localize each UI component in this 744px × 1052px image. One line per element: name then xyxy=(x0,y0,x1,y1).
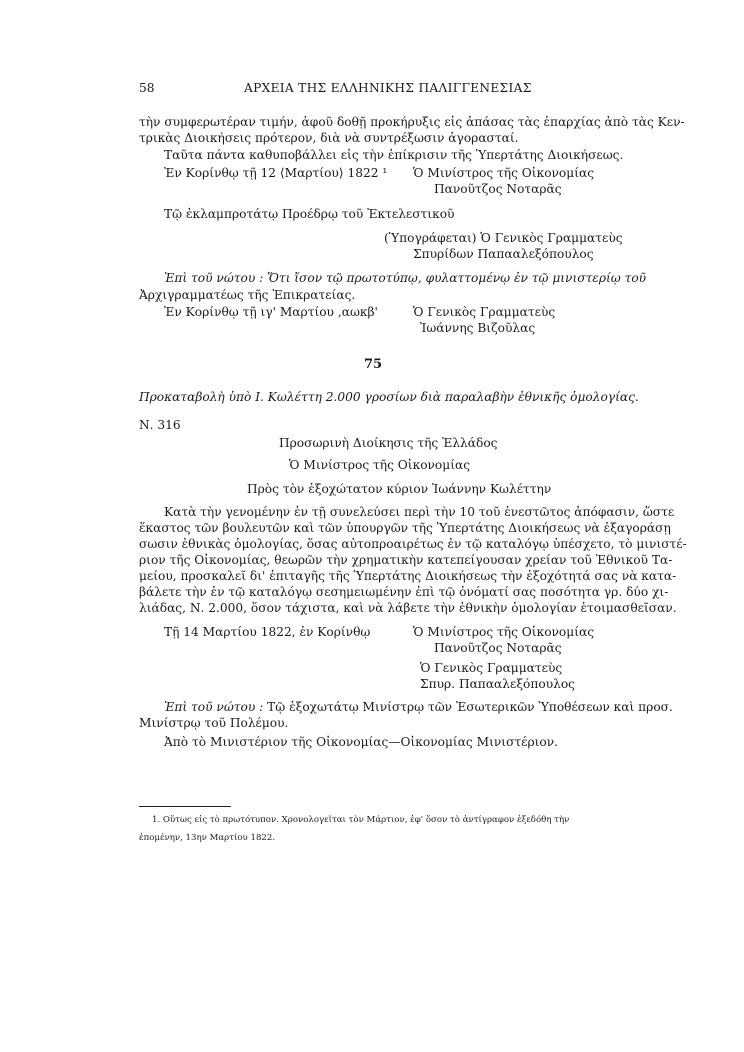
prev-verso-date: Ἐν Κορίνθῳ τῇ ιγ' Μαρτίου ,αωκβ' xyxy=(164,305,378,319)
verso-text: Τῷ ἐξοχωτάτῳ Μινίστρῳ τῶν Ἐσωτερικῶν Ὑποθέσεων καὶ προσ. xyxy=(267,700,673,714)
document-title: Προκαταβολὴ ὑπὸ Ι. Κωλέττη 2.000 γροσίων διὰ παραλαβὴν ἐθνικῆς ὁμολογίας. xyxy=(139,390,639,404)
body-line: ριον τῆς Οἰκονομίας, θεωρῶν τὴν χρηματικὴν κατεπείγουσαν χρείαν τοῦ Ἐθνικοῦ Τα- xyxy=(139,553,673,567)
body-line: Κατὰ τὴν γενομένην ἐν τῇ συνελεύσει περὶ τὴν 10 τοῦ ἐνεστῶτος ἀπόφασιν, ὥστε xyxy=(164,505,675,519)
prev-submission: Ταῦτα πάντα καθυποβάλλει εἰς τὴν ἐπίκρισιν τῆς Ὑπερτάτης Διοικήσεως. xyxy=(164,148,624,162)
prev-verso-label: Ἐπὶ τοῦ νώτου : xyxy=(164,271,264,285)
prev-countersign-title: (Ὑπογράφεται) Ὁ Γενικὸς Γραμματεὺς xyxy=(384,231,623,245)
signer-name: Πανοῦτζος Νοταρᾶς xyxy=(434,641,562,655)
running-title: ΑΡΧΕΙΑ ΤΗΣ ΕΛΛΗΝΙΚΗΣ ΠΑΛΙΓΓΕΝΕΣΙΑΣ xyxy=(244,81,532,95)
prev-verso xyxy=(164,270,646,286)
page-number: 58 xyxy=(139,81,155,95)
from-line: Ἀπὸ τὸ Μινιστέριον τῆς Οἰκονομίας—Οἰκονομίας Μινιστέριον. xyxy=(164,735,559,749)
prev-body-line: τὴν συμφερωτέραν τιμήν, ἀφοῦ δοθῇ προκήρυξις εἰς ἁπάσας τὰς ἐπαρχίας ἀπὸ τὰς Κεν- xyxy=(139,115,685,129)
heading-addressee: Πρὸς τὸν ἐξοχώτατον κύριον Ἰωάννην Κωλέττην xyxy=(247,482,552,496)
prev-body-line: τρικὰς Διοικήσεις πρότερον, διὰ νὰ συντρέξωσιν ἀγορασταί. xyxy=(139,131,519,145)
prev-signer-title: Ὁ Μινίστρος τῆς Οἰκονομίας xyxy=(413,166,595,180)
secretary-name: Σπυρ. Παπααλεξόπουλος xyxy=(420,677,576,691)
footnote-line: ἐπομένην, 13ην Μαρτίου 1822. xyxy=(139,833,276,843)
verso-label: Ἐπὶ τοῦ νώτου : xyxy=(164,700,264,714)
body-line: βάλετε τὴν ἐν τῷ καταλόγῳ σεσημειωμένην ἐπὶ τῷ ὀνόματί σας ποσότητα γρ. δύο χι- xyxy=(139,585,669,599)
body-line: μείου, προσκαλεῖ δι' ἐπιταγῆς τῆς Ὑπερτάτης Διοικήσεως τὴν ἐξοχότητά σας νὰ κατα- xyxy=(139,569,677,583)
body-line: ἕκαστος τῶν βουλευτῶν καὶ τῶν ὑπουργῶν τῆς Ὑπερτάτης Διοικήσεως νὰ ἐξαγοράσῃ xyxy=(139,521,671,535)
document-ref: Ν. 316 xyxy=(139,418,181,432)
date-place: Τῇ 14 Μαρτίου 1822, ἐν Κορίνθῳ xyxy=(164,625,371,639)
prev-verso-signer-name: Ἰωάννης Βιζοῦλας xyxy=(420,321,536,335)
footnote-line: 1. Οὕτως εἰς τὸ πρωτότυπον. Χρονολογεῖται τὸν Μάρτιον, ἐφ' ὅσον τὸ ἀντίγραφον ἐξεδόθη τὴν xyxy=(152,815,570,825)
document-number: 75 xyxy=(364,357,383,372)
body-line: λιάδας, Ν. 2.000, ὅσον τάχιστα, καὶ νὰ λάβετε τὴν ἐθνικὴν ὁμολογίαν ἑτοιμασθεῖσαν. xyxy=(139,601,677,615)
footnote-rule xyxy=(139,806,231,807)
body-line: σωσιν ἐθνικὰς ὁμολογίας, ὅσας αὐτοπροαιρέτως ἐν τῷ καταλόγῳ ὑπέσχετο, τὸ μινιστέ- xyxy=(139,537,687,551)
heading-government: Προσωρινὴ Διοίκησις τῆς Ἑλλάδος xyxy=(279,436,498,450)
prev-countersign-name: Σπυρίδων Παπααλεξόπουλος xyxy=(413,247,594,261)
prev-date-place: Ἐν Κορίνθῳ τῇ 12 ⟨Μαρτίου⟩ 1822 ¹ xyxy=(164,166,388,180)
signer-title: Ὁ Μινίστρος τῆς Οἰκονομίας xyxy=(413,625,595,639)
verso xyxy=(164,699,673,715)
prev-verso-text: Ὅτι ἴσον τῷ πρωτοτύπῳ, φυλαττομένῳ ἐν τῷ μινιστερίῳ τοῦ xyxy=(267,271,647,285)
prev-addressee: Τῷ ἐκλαμπροτάτῳ Προέδρῳ τοῦ Ἐκτελεστικοῦ xyxy=(164,207,455,221)
heading-minister: Ὁ Μινίστρος τῆς Οἰκονομίας xyxy=(289,458,471,472)
secretary-title: Ὁ Γενικὸς Γραμματεὺς xyxy=(420,661,563,675)
prev-verso-signer-title: Ὁ Γενικὸς Γραμματεὺς xyxy=(413,305,556,319)
prev-verso-text-cont: Ἀρχιγραμματέως τῆς Ἐπικρατείας. xyxy=(139,288,356,302)
prev-signer-name: Πανοῦτζος Νοταρᾶς xyxy=(434,182,562,196)
verso-text-cont: Μινίστρῳ τοῦ Πολέμου. xyxy=(139,716,289,730)
